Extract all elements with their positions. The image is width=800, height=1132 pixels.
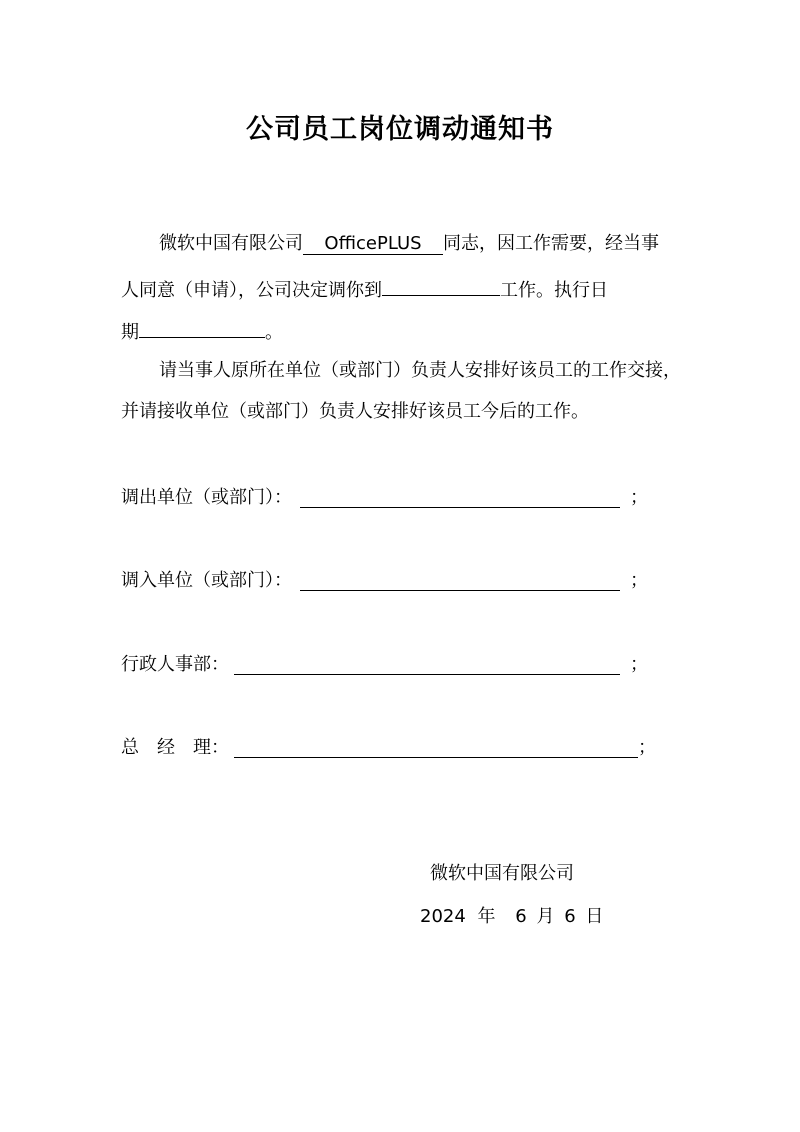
field-transfer-out-label: 调出单位（或部门）： — [121, 487, 292, 508]
field-gm-end: ； — [638, 737, 656, 758]
field-transfer-in-label: 调入单位（或部门）： — [121, 570, 292, 591]
field-transfer-out-end: ； — [630, 487, 648, 508]
para1-line3-end: 。 — [265, 322, 283, 343]
signature-company: 微软中国有限公司 — [430, 863, 574, 884]
company-name-inline: 微软中国有限公司 — [159, 233, 303, 254]
field-transfer-in-input[interactable] — [300, 590, 620, 591]
field-hr-end: ； — [630, 654, 648, 675]
para1-line1 — [159, 232, 659, 256]
date-month-unit: 月 — [536, 906, 555, 927]
para1-line1-rest: 同志，因工作需要，经当事 — [443, 233, 659, 254]
employee-name-value: OfficePLUS — [324, 233, 422, 254]
para2-line2: 并请接收单位（或部门）负责人安排好该员工今后的工作。 — [121, 401, 589, 422]
date-year-unit: 年 — [477, 906, 496, 927]
field-hr-label: 行政人事部： — [121, 654, 229, 675]
field-transfer-in-end: ； — [630, 570, 648, 591]
document-title: 公司员工岗位调动通知书 — [246, 114, 554, 145]
field-gm-label: 总 经 理： — [121, 737, 229, 758]
para1-line2-rest: 工作。执行日 — [500, 280, 608, 301]
para1-line3 — [121, 317, 283, 345]
para1-line3-text: 期 — [121, 322, 139, 343]
date-day: 6 — [564, 906, 576, 927]
field-transfer-out-input[interactable] — [300, 507, 620, 508]
date-month: 6 — [515, 906, 527, 927]
signature-date — [420, 905, 603, 929]
date-day-unit: 日 — [585, 906, 604, 927]
para1-line2 — [121, 275, 608, 303]
field-gm-input[interactable] — [234, 757, 638, 758]
para1-line2-text: 人同意（申请），公司决定调你到 — [121, 280, 382, 301]
field-hr-input[interactable] — [234, 674, 620, 675]
employee-name-field[interactable] — [303, 234, 443, 255]
para2-line1: 请当事人原所在单位（或部门）负责人安排好该员工的工作交接， — [159, 360, 681, 381]
destination-field[interactable] — [382, 275, 500, 296]
effective-date-field[interactable] — [139, 317, 265, 338]
date-year: 2024 — [420, 906, 466, 927]
